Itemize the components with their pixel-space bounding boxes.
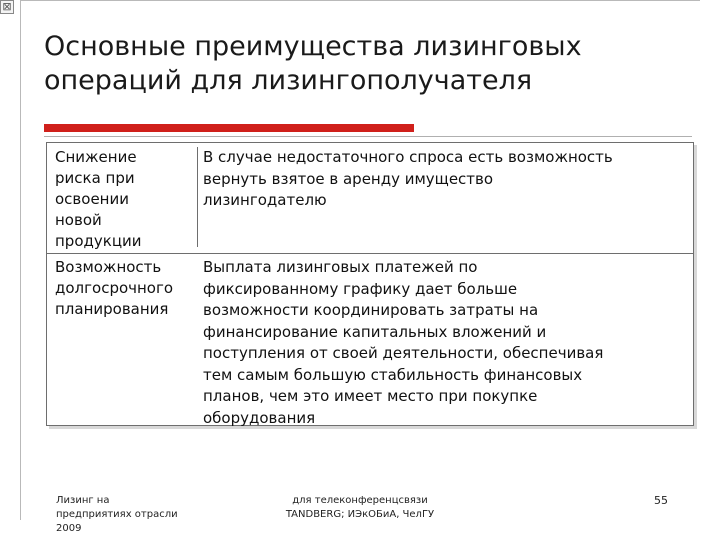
app-corner-icon: ⊠ <box>0 0 14 14</box>
accent-bar <box>44 124 414 132</box>
table-row <box>47 143 693 254</box>
slide-title <box>44 30 694 98</box>
advantage-description: В случае недостаточного спроса есть возможность вернуть взятое в аренду имущество лизингодателю <box>203 148 613 209</box>
frame-top-line <box>20 0 700 1</box>
advantage-name: Возможность долгосрочного планирования <box>55 258 174 318</box>
footer-left-text: Лизинг на предприятиях отрасли 2009 <box>56 495 178 534</box>
column-divider <box>197 147 198 247</box>
slide-title-line-1: Основные преимущества лизинговых <box>44 31 582 62</box>
page-number: 55 <box>654 494 668 507</box>
title-divider <box>44 136 692 137</box>
advantages-table <box>46 142 694 426</box>
advantage-name: Снижение риска при освоении новой продукции <box>55 148 142 250</box>
table-row <box>47 253 693 425</box>
frame-left-line <box>20 0 21 520</box>
slide-title-line-2: операций для лизингополучателя <box>44 65 533 96</box>
advantage-description: Выплата лизинговых платежей по фиксированному графику дает больше возможности координировать затраты на финансирование капитальных вложений и поступления от своей деятельности, обеспечивая тем самым большую стабильность финансовых планов, чем это имеет место при покупке оборудования <box>203 258 604 427</box>
footer-center-text: для телеконференцсвязи TANDBERG; ИЭкОБиА, ЧелГУ <box>285 495 435 520</box>
